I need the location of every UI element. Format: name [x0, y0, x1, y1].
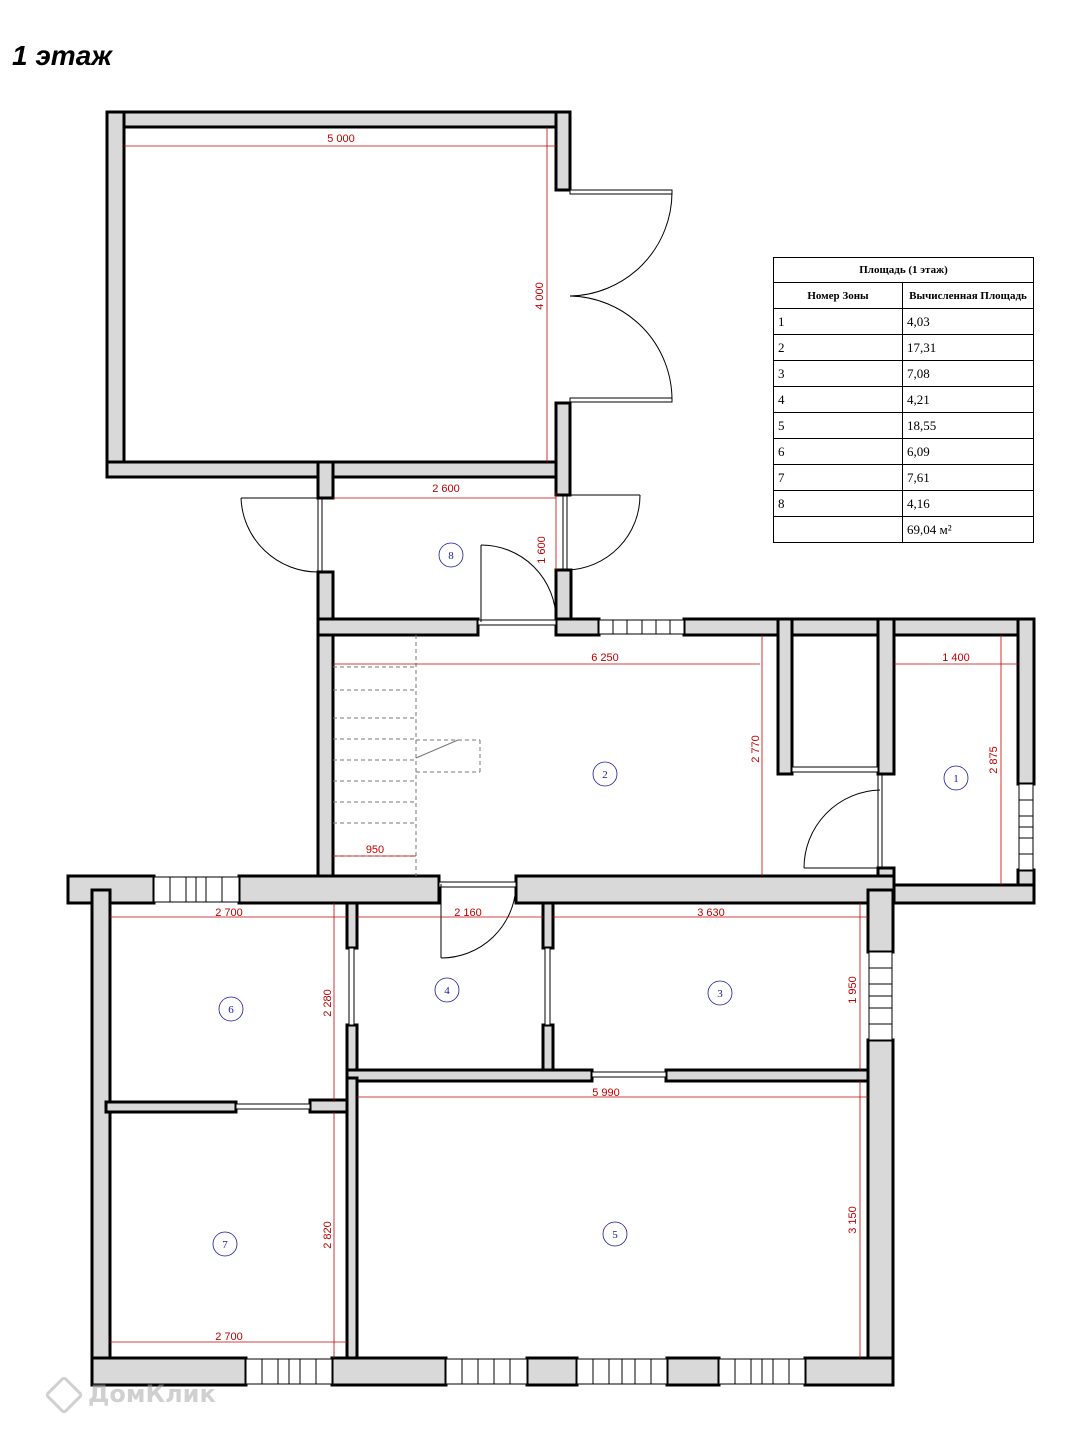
zone-number: 1: [953, 773, 959, 785]
dim-label: 3 630: [697, 907, 725, 919]
wall-part-4-right-top: [543, 903, 553, 948]
area-cell: 4,21: [903, 387, 1034, 413]
table-row: [774, 465, 1034, 491]
area-cell: 4,03: [903, 309, 1034, 335]
zone-number: 2: [602, 769, 608, 781]
zone-marker-2: [593, 762, 617, 786]
door-leaf-vestibule-inner: [478, 620, 556, 625]
zone-number: 4: [444, 985, 450, 997]
table-row: [774, 439, 1034, 465]
door-swing-annex-top: [570, 192, 672, 296]
dim-label: 1 400: [942, 652, 970, 664]
door-swing-vestibule-west: [241, 498, 318, 572]
staircase: [333, 635, 480, 876]
door-swing-annex-bottom: [570, 296, 672, 400]
wall-hall-top-mid: [556, 619, 599, 635]
wall-room3-right-bottom: [868, 1040, 893, 1385]
zone-marker-5: [603, 1222, 627, 1246]
zone-cell: 6: [774, 439, 903, 465]
watermark-text: ДомКлик: [88, 1380, 216, 1408]
door-swing-vestibule-east: [567, 495, 640, 570]
wall-closet-right: [878, 619, 894, 774]
dim-label: 950: [365, 844, 385, 856]
door-leaf-room4: [439, 882, 516, 887]
window-mullions: [170, 620, 1033, 1384]
dim-label: 3 150: [847, 1206, 859, 1234]
wall-annex-left: [107, 112, 124, 476]
dim-label: 2 600: [432, 483, 460, 495]
dim-label: 5 000: [327, 133, 355, 145]
door-swing-room1: [804, 790, 880, 868]
table-row: [774, 491, 1034, 517]
door-leaf-room5: [592, 1072, 666, 1077]
dim-label: 2 160: [454, 907, 482, 919]
zone-cell: 4: [774, 387, 903, 413]
page-title: 1 этаж: [12, 40, 112, 71]
area-cell: 4,16: [903, 491, 1034, 517]
area-table: [773, 257, 1034, 543]
wall-south-d: [667, 1358, 719, 1385]
dim-label: 2 875: [988, 746, 1000, 774]
zone-number: 6: [228, 1004, 234, 1016]
door-swing-room4: [441, 886, 516, 958]
dim-label: 1 950: [847, 976, 859, 1004]
table-total-row: [774, 517, 1034, 543]
door-leaf-annex-top: [570, 190, 672, 194]
wall-room3-right-top: [868, 890, 893, 952]
watermark: [50, 1380, 216, 1409]
table-row: [774, 309, 1034, 335]
dim-label: 6 250: [591, 652, 619, 664]
zone-marker-7: [213, 1232, 237, 1256]
table-header-row: [774, 283, 1034, 309]
dim-label: 1 600: [536, 536, 548, 564]
table-row: [774, 335, 1034, 361]
dim-label: 2 820: [322, 1221, 334, 1249]
dim-label: 2 700: [215, 907, 243, 919]
table-row: [774, 361, 1034, 387]
zone-number: 5: [612, 1229, 618, 1241]
dim-label: 2 770: [750, 735, 762, 763]
zone-marker-6: [219, 997, 243, 1021]
wall-room5-top-a: [347, 1070, 592, 1081]
wall-hall-top-left: [318, 619, 478, 635]
zone-marker-3: [708, 981, 732, 1005]
dim-label: 5 990: [592, 1087, 620, 1099]
area-cell: 7,08: [903, 361, 1034, 387]
wall-hall-top-right: [684, 619, 1034, 635]
table-row: [774, 413, 1034, 439]
wall-annex-top: [107, 112, 570, 127]
door-leaf-annex-bottom: [570, 398, 672, 402]
zone-cell: 2: [774, 335, 903, 361]
zone-number: 3: [717, 988, 723, 1000]
wall-room6-bottom-b: [310, 1100, 350, 1112]
zone-number: 8: [448, 550, 454, 562]
door-leaf-room4-left: [349, 948, 354, 1025]
wall-south-e: [805, 1358, 893, 1385]
area-cell: 6,09: [903, 439, 1034, 465]
wall-mid-a: [239, 876, 439, 903]
wall-closet-left: [778, 619, 792, 774]
wall-annex-bottom-right: [319, 462, 570, 477]
dim-label: 2 700: [215, 1331, 243, 1343]
window-south-b: [446, 1359, 527, 1384]
zone-cell: 3: [774, 361, 903, 387]
zone-cell: 7: [774, 465, 903, 491]
zone-marker-8: [439, 543, 463, 567]
table-title-row: [774, 258, 1034, 283]
total-empty-cell: [774, 517, 903, 543]
domclick-logo-icon: [44, 1375, 84, 1415]
wall-room5-top-b: [666, 1070, 868, 1081]
area-cell: 18,55: [903, 413, 1034, 439]
door-leaf-closet: [792, 767, 878, 772]
dim-label: 4 000: [534, 282, 546, 310]
wall-room5-left: [347, 1078, 357, 1385]
zone-number: 7: [222, 1239, 228, 1251]
zone-cell: 5: [774, 413, 903, 439]
wall-annex-right-bottom: [556, 403, 570, 495]
wall-south-c: [527, 1358, 577, 1385]
door-leaf-room6: [236, 1104, 310, 1109]
column-header-zone: Номер Зоны: [774, 283, 903, 309]
wall-annex-right-top: [556, 112, 570, 190]
dim-label: 2 280: [322, 989, 334, 1017]
area-cell: 17,31: [903, 335, 1034, 361]
door-leaf-room4-right: [545, 948, 550, 1025]
total-area-cell: 69,04 м²: [903, 517, 1034, 543]
wall-room6-bottom: [106, 1102, 236, 1112]
wall-room1-bottom: [878, 885, 1034, 903]
zone-cell: 8: [774, 491, 903, 517]
wall-mid-b: [516, 876, 894, 903]
table-title: Площадь (1 этаж): [774, 258, 1034, 283]
zone-marker-4: [435, 978, 459, 1002]
wall-east: [1018, 619, 1034, 784]
wall-west: [92, 890, 110, 1385]
area-cell: 7,61: [903, 465, 1034, 491]
wall-part-4-left-top: [347, 903, 357, 948]
zone-cell: 1: [774, 309, 903, 335]
wall-annex-bottom-left: [107, 462, 334, 477]
wall-vestibule-left-top: [318, 462, 333, 498]
wall-south-b: [332, 1358, 446, 1385]
table-row: [774, 387, 1034, 413]
column-header-area: Вычисленная Площадь: [903, 283, 1034, 309]
zone-marker-1: [944, 766, 968, 790]
windows: [154, 620, 1033, 1384]
